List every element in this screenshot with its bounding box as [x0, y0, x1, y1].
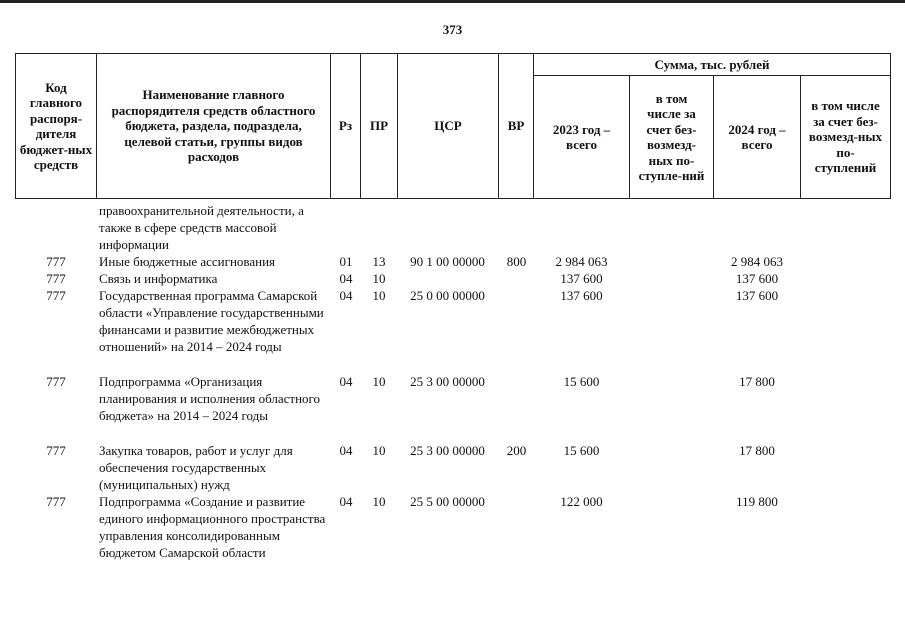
row-pr: 10 [372, 443, 386, 458]
row-csr: 25 5 00 00000 [410, 494, 485, 509]
header-2023-total: 2023 год – всего [552, 121, 611, 152]
row-rz: 04 [339, 271, 353, 286]
row-sum-2023: 15 600 [563, 374, 600, 389]
row-csr: 25 3 00 00000 [410, 443, 485, 458]
row-pr: 10 [372, 271, 386, 286]
row-kod: 777 [46, 254, 66, 269]
row-sum-2024: 17 800 [739, 443, 775, 458]
row-sum-2024: 119 800 [736, 494, 778, 509]
row-name: Закупка товаров, работ и услуг для обеспечения государственных (муниципальных) нужд [99, 443, 293, 492]
row-csr: 25 3 00 00000 [410, 374, 485, 389]
header-2023-free: в том числе за счет без-возмезд-ных по-ступле-ний [638, 90, 705, 183]
header-rz: Рз [338, 118, 353, 134]
row-pr: 10 [372, 494, 386, 509]
row-rz: 04 [339, 494, 353, 509]
row-kod: 777 [46, 494, 66, 509]
row-sum-2023: 15 600 [563, 443, 600, 458]
row-name: Иные бюджетные ассигнования [99, 254, 276, 269]
top-rule [0, 0, 905, 3]
row-csr: 90 1 00 00000 [410, 254, 485, 269]
row-rz: 04 [339, 374, 353, 389]
row-pr: 13 [372, 254, 386, 269]
header-kod: Код главного распоря-дителя бюджет-ных средств [19, 79, 93, 172]
row-rz: 01 [339, 254, 353, 269]
row-rz: 04 [339, 443, 353, 458]
header-vline [890, 53, 891, 199]
header-2024-total: 2024 год – всего [728, 121, 786, 152]
row-pr: 10 [372, 288, 386, 303]
row-csr: 25 0 00 00000 [410, 288, 485, 303]
row-sum-2024: 137 600 [735, 271, 779, 286]
page-number: 373 [442, 22, 463, 37]
header-name: Наименование главного распорядителя средств областного бюджета, раздела, подраздела, целевой статьи, группы видов расходов [111, 87, 316, 165]
header-summa: Сумма, тыс. рублей [654, 56, 770, 72]
row-name: Государственная программа Самарской области «Управление государственными финансами и развитие межбюджетных отношений» на 2014 – 2024 годы [99, 288, 324, 354]
row-sum-2023: 137 600 [560, 288, 603, 303]
continuation-text: правоохранительной деятельности, а также в сфере средств массовой информации [99, 203, 304, 252]
row-name: Подпрограмма «Создание и развитие единого информационного пространства управления консолидированным бюджетом Самарской области [99, 494, 326, 560]
row-sum-2024: 17 800 [739, 374, 775, 389]
row-sum-2024: 2 984 063 [731, 254, 783, 269]
row-kod: 777 [46, 288, 66, 303]
row-kod: 777 [46, 271, 66, 286]
row-sum-2023: 122 000 [560, 494, 603, 509]
row-rz: 04 [339, 288, 353, 303]
row-name: Подпрограмма «Организация планирования и исполнения областного бюджета» на 2014 – 2024 годы [99, 374, 321, 423]
row-kod: 777 [46, 374, 66, 389]
header-csr: ЦСР [434, 118, 462, 134]
row-name: Связь и информатика [99, 271, 218, 286]
header-2024-free: в том числе за счет без-возмезд-ных по-ступлений [808, 98, 883, 176]
row-sum-2024: 137 600 [735, 288, 779, 303]
row-sum-2023: 2 984 063 [555, 254, 608, 269]
row-vr: 800 [506, 254, 527, 269]
row-sum-2023: 137 600 [560, 271, 603, 286]
row-vr: 200 [506, 443, 527, 458]
row-kod: 777 [46, 443, 66, 458]
header-vr: ВР [507, 118, 525, 134]
header-bottom-line [15, 198, 891, 199]
header-pr: ПР [369, 118, 389, 134]
row-pr: 10 [372, 374, 386, 389]
